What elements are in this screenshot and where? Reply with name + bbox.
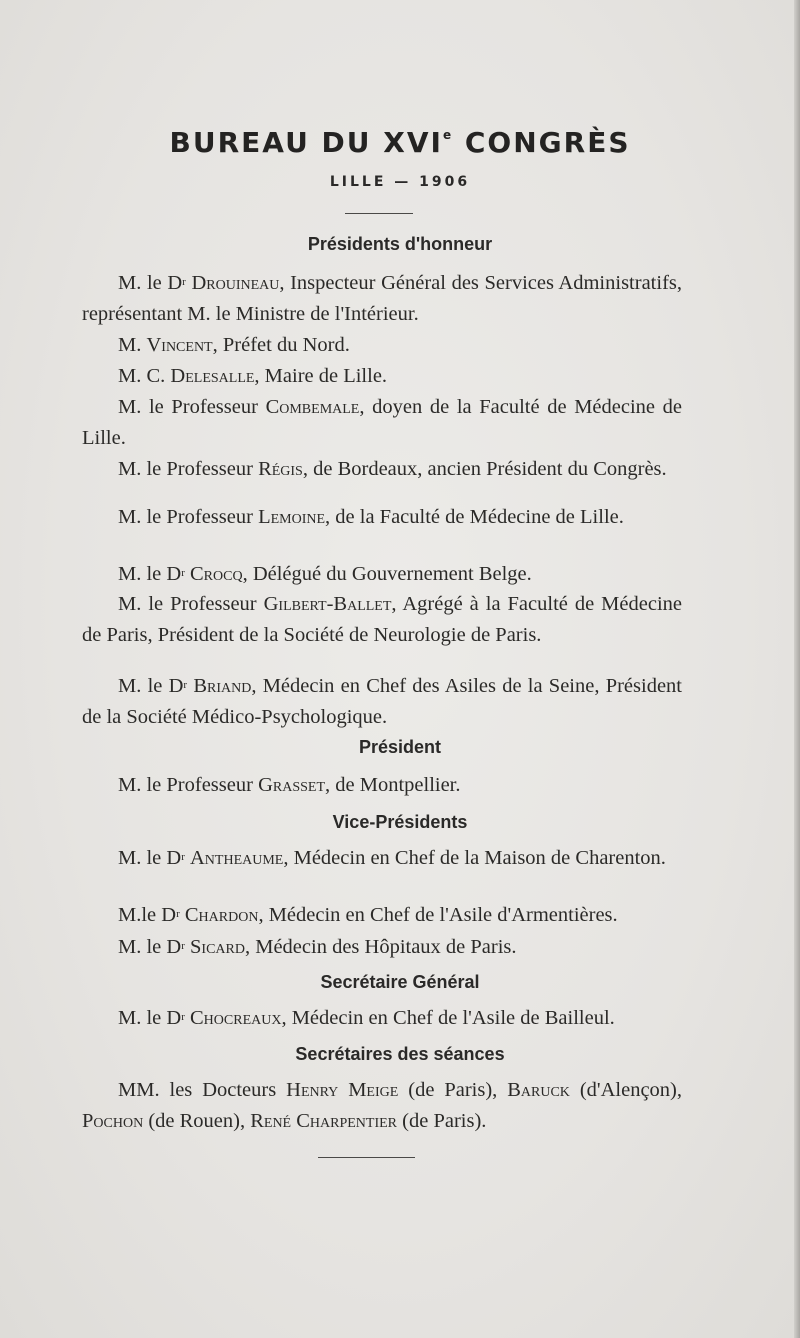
vice-president-entry: M.le $D^r$ Chardon, Médecin en Chef de l'Asile d'Armentières. (118, 904, 618, 926)
honorary-entry: M. le Professeur Lemoine, de la Faculté de Médecine de Lille. (118, 506, 624, 528)
president-entry: M. le Professeur Grasset, de Montpellier. (118, 774, 461, 796)
vice-president-entry: M. le $D^r$ Sicard, Médecin des Hôpitaux de Paris. (118, 936, 517, 958)
vice-president-entry: M. le $D^r$ Antheaume, Médecin en Chef de la Maison de Charenton. (118, 847, 666, 869)
honorary-entry: M. le $D^r$ Briand, Médecin en Chef des Asiles de la Seine, Président de la Société Médico-Psychologique. (82, 675, 683, 728)
honorary-entry: M. le $D^r$ Crocq, Délégué du Gouvernement Belge. (118, 563, 532, 585)
honorary-entry: M. le Professeur Gilbert-Ballet, Agrégé à la Faculté de Médecine de Paris, Président de la Société de Neurologie de Paris. (82, 593, 682, 646)
honorary-entry: M. Vincent, Préfet du Nord. (118, 334, 350, 356)
honorary-entry: M. le Professeur Régis, de Bordeaux, ancien Président du Congrès. (118, 458, 667, 480)
honorary-entry: M. le Professeur Combemale, doyen de la Faculté de Médecine de Lille. (82, 396, 682, 449)
honorary-entry: M. C. Delesalle, Maire de Lille. (118, 365, 388, 387)
section-heading-vice-presidents: Vice-Présidents (332, 812, 468, 832)
section-heading-secretary-general: Secrétaire Général (320, 972, 480, 992)
bottom-divider (318, 1157, 415, 1158)
section-heading-honorary: Présidents d'honneur (307, 234, 493, 254)
session-secretaries-entry: MM. les Docteurs Henry Meige (de Paris), Baruck (d'Alençon), Pochon (de Rouen), René Charpentier (de Paris). (82, 1079, 682, 1132)
section-heading-president: Président (358, 737, 442, 757)
page-edge (794, 0, 800, 1338)
honorary-entry: M. le $D^r$ Drouineau, Inspecteur Général des Services Administratifs, représentant M. le Ministre de l'Intérieur. (82, 272, 682, 325)
document-title: BUREAU DU XVIe CONGRÈS (169, 126, 631, 159)
secretary-general-entry: M. le $D^r$ Chocreaux, Médecin en Chef de l'Asile de Bailleul. (118, 1007, 615, 1029)
section-heading-session-secretaries: Secrétaires des séances (295, 1044, 505, 1064)
document-subtitle: LILLE — 1906 (329, 174, 471, 190)
top-divider (345, 213, 413, 214)
